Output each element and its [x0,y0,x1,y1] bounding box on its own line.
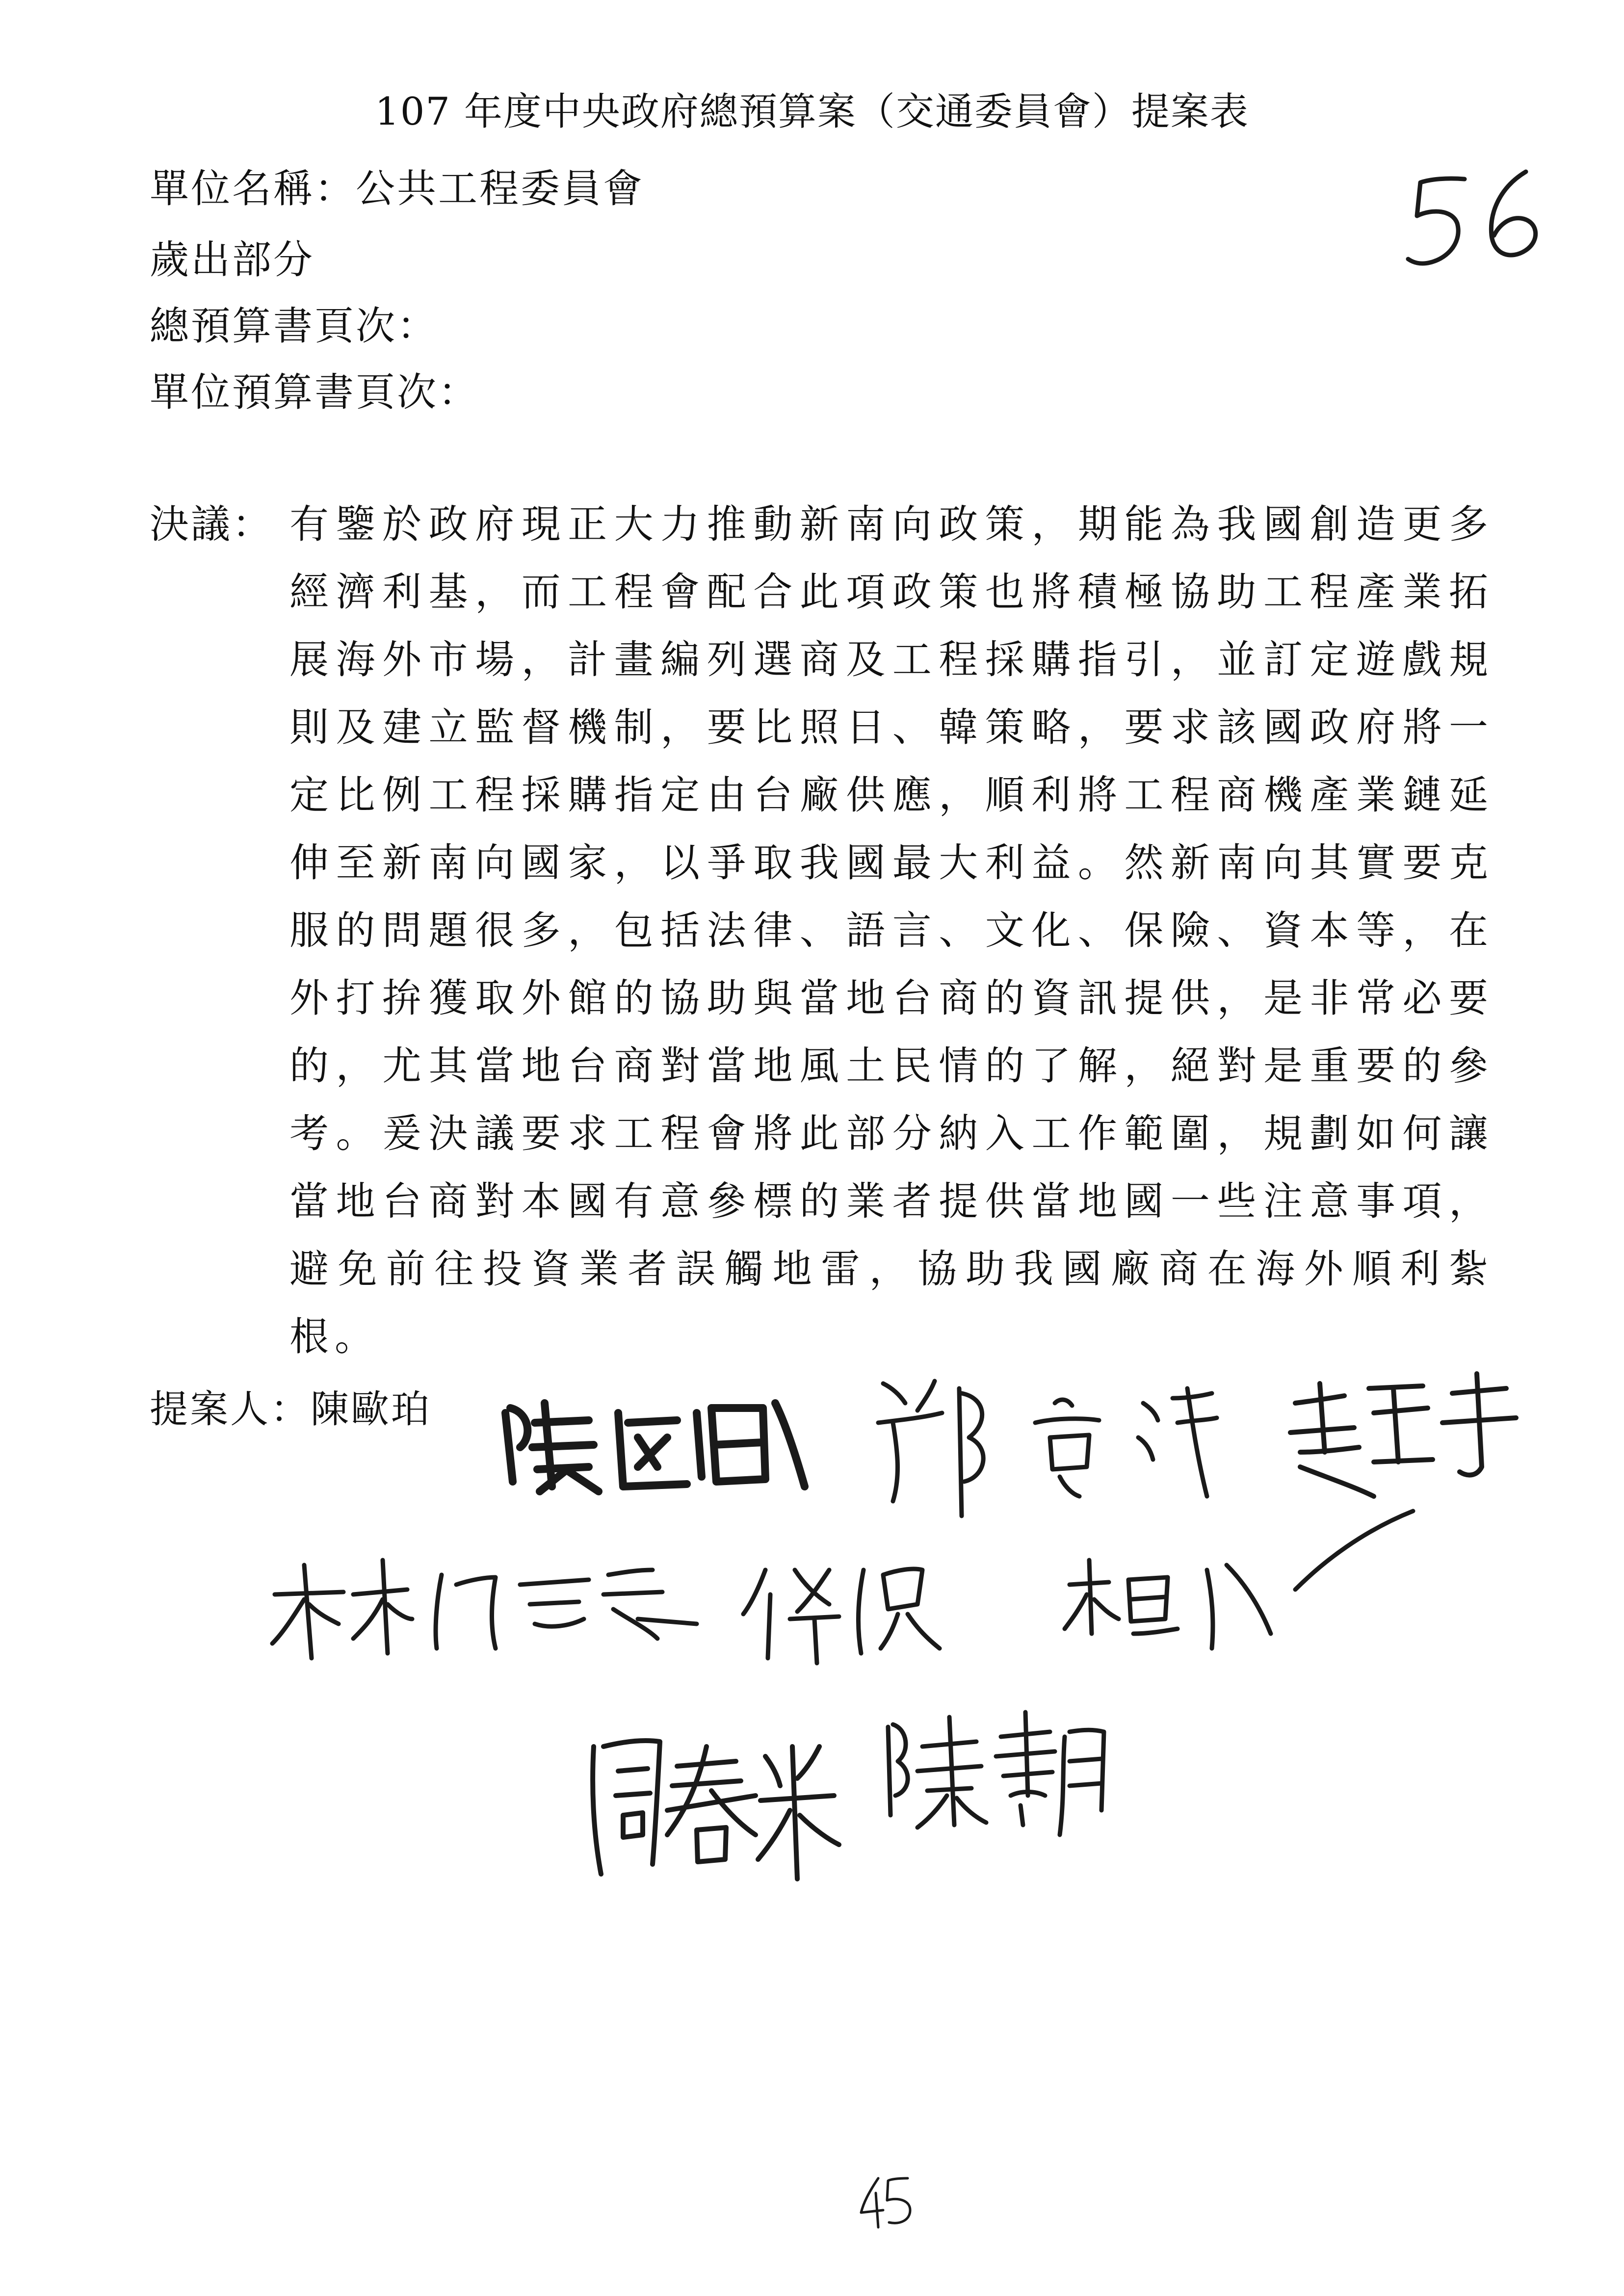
proposer-line [150,1379,431,1434]
signature-6 [1065,1511,1413,1648]
signature-5 [743,1569,940,1663]
signature-3 [1290,1374,1516,1496]
signature-1 [505,1403,805,1491]
signature-7 [593,1741,839,1879]
signature-4 [272,1560,697,1658]
total-budget-page-label: 總預算書頁次： [150,303,438,349]
unit-name-value: 公共工程委員會 [356,166,644,211]
proposer-name: 陳歐珀 [311,1387,432,1432]
proposer-label: 提案人： [150,1387,311,1432]
budget-section: 歲出部分 [150,237,314,283]
signature-8 [888,1712,1104,1835]
document-title: 107 年度中央政府總預算案（交通委員會）提案表 [375,90,1249,134]
page-number-handwritten [861,2178,910,2227]
unit-budget-page-label: 單位預算書頁次： [150,369,479,415]
resolution-text: 有鑒於政府現正大力推動新南向政策，期能為我國創造更多經濟利基，而工程會配合此項政策也將積極協助工程產業拓展海外市場，計畫編列選商及工程採購指引，並訂定遊戲規則及建立監督機制，要比照日、韓策略，要求該國政府將一定比例工程採購指定由台廠供應，順利將工程商機產業鏈延伸至新南向國家，以爭取我國最大利益。然新南向其實要克服的問題很多，包括法律、語言、文化、保險、資本等，在外打拚獲取外館的協助與當地台商的資訊提供，是非常必要的，尤其當地台商對當地風土民情的了解，絕對是重要的參考。爰決議要求工程會將此部分納入工作範圍，規劃如何讓當地台商對本國有意參標的業者提供當地國一些注意事項，避免前往投資業者誤觸地雷，協助我國廠商在海外順利紮根。 [289,501,1494,1359]
resolution-label: 決議： [150,501,273,547]
resolution-row [150,491,1494,1371]
resolution-block [150,491,1494,1371]
unit-name-line [150,157,644,213]
signature-2 [878,1381,1217,1516]
unit-name-label: 單位名稱： [150,166,356,211]
proposal-number-handwritten [1408,172,1536,263]
